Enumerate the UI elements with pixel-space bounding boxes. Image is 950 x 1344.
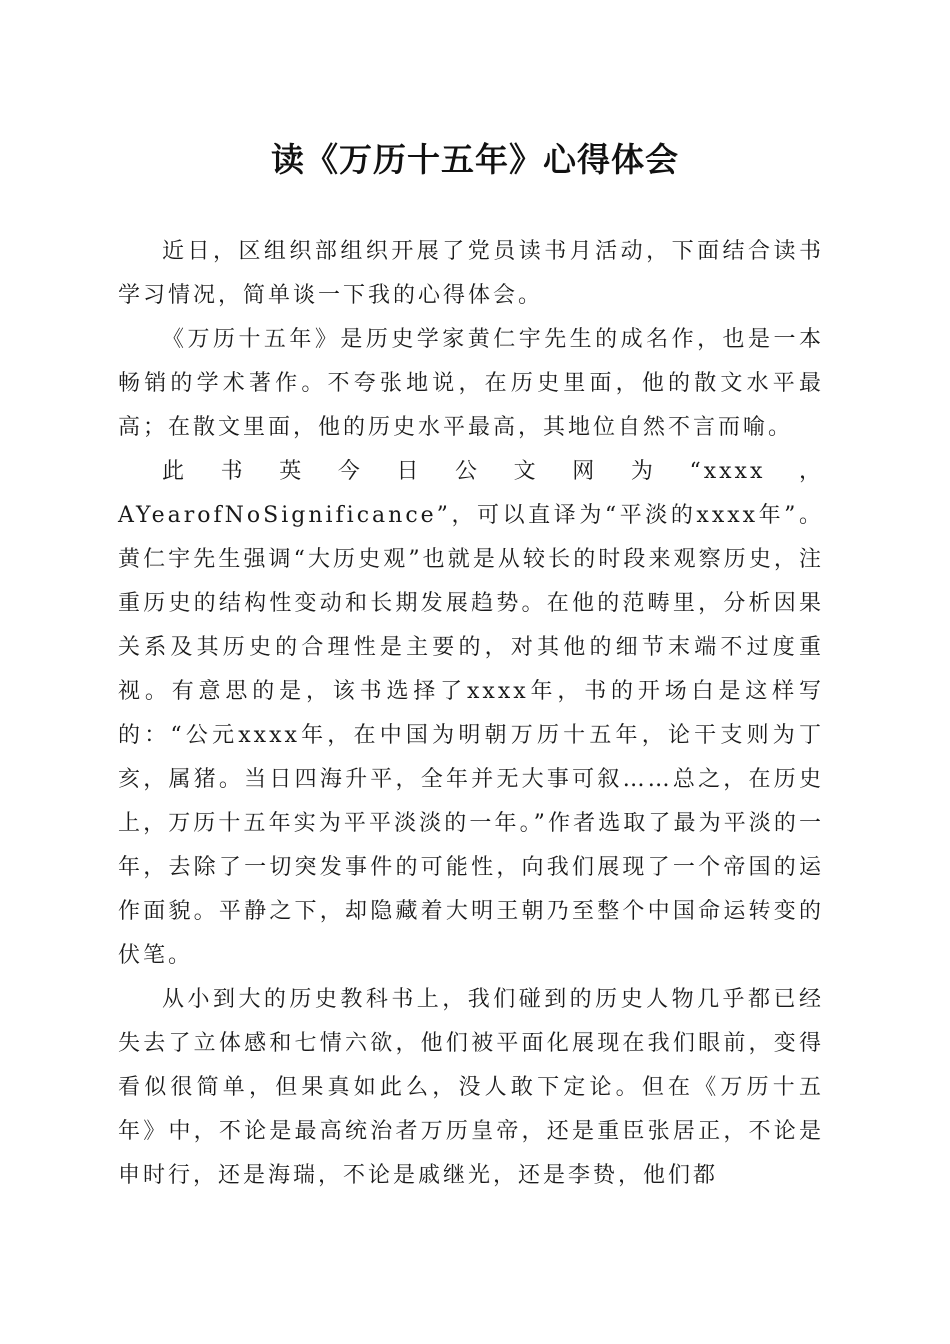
document-body xyxy=(118,230,824,1198)
document-title: 读《万历十五年》心得体会 xyxy=(271,140,679,179)
paragraph-title-meaning: 此书英今日公文网为“xxxx，AYearofNoSignificance”，可以直译为“平淡的xxxx年”。黄仁宇先生强调“大历史观”也就是从较长的时段来观察历史，注重历史的结构性变动和长期发展趋势。在他的范畴里，分析因果关系及其历史的合理性是主要的，对其他的细节末端不过度重视。有意思的是，该书选择了xxxx年，书的开场白是这样写的：“公元xxxx年，在中国为明朝万历十五年，论干支则为丁亥，属猪。当日四海升平，全年并无大事可叙……总之，在历史上，万历十五年实为平平淡淡的一年。”作者选取了最为平淡的一年，去除了一切突发事件的可能性，向我们展现了一个帝国的运作面貌。平静之下，却隐藏着大明王朝乃至整个中国命运转变的伏笔。 xyxy=(118,459,824,968)
paragraph-intro: 近日，区组织部组织开展了党员读书月活动，下面结合读书学习情况，简单谈一下我的心得体会。 xyxy=(118,239,824,308)
paragraph-historical-figures: 从小到大的历史教科书上，我们碰到的历史人物几乎都已经失去了立体感和七情六欲，他们被平面化展现在我们眼前，变得看似很简单，但果真如此么，没人敢下定论。但在《万历十五年》中，不论是最高统治者万历皇帝，还是重臣张居正，不论是申时行，还是海瑞，不论是戚继光，还是李贽，他们都 xyxy=(118,987,824,1188)
paragraph-book-overview: 《万历十五年》是历史学家黄仁宇先生的成名作，也是一本畅销的学术著作。不夸张地说，在历史里面，他的散文水平最高；在散文里面，他的历史水平最高，其地位自然不言而喻。 xyxy=(118,327,824,440)
